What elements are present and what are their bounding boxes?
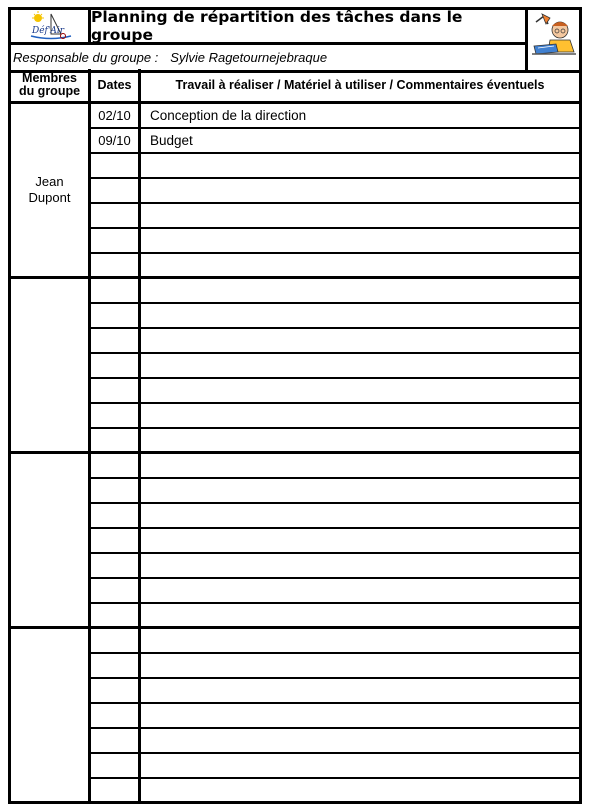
date-cell[interactable] [91, 729, 141, 752]
work-cell[interactable] [141, 529, 579, 552]
student-illustration [528, 10, 579, 70]
header [8, 7, 582, 73]
work-cell[interactable] [141, 479, 579, 502]
task-rows [91, 629, 579, 804]
member-group [11, 629, 579, 804]
date-cell[interactable] [91, 454, 141, 477]
table-row [91, 654, 579, 679]
member-name[interactable]: Jean Dupont [11, 104, 91, 276]
work-cell[interactable]: Conception de la direction [150, 108, 307, 123]
work-cell[interactable] [141, 504, 579, 527]
date-cell[interactable]: 02/10 [91, 104, 141, 127]
work-cell[interactable] [141, 354, 579, 377]
table-row [91, 429, 579, 451]
column-header-dates: Dates [91, 69, 141, 104]
work-cell[interactable] [141, 179, 579, 202]
date-cell[interactable] [91, 404, 141, 427]
work-cell[interactable] [141, 754, 579, 777]
work-cell[interactable] [141, 654, 579, 677]
work-cell[interactable] [141, 404, 579, 427]
member-group [11, 454, 579, 629]
date-cell[interactable] [91, 329, 141, 352]
work-cell[interactable] [141, 679, 579, 702]
table-row [91, 379, 579, 404]
task-rows [91, 104, 579, 276]
task-table [8, 69, 582, 804]
date-cell[interactable] [91, 504, 141, 527]
work-cell[interactable] [141, 154, 579, 177]
defair-logo-icon [11, 10, 88, 42]
logo [11, 10, 91, 45]
task-rows [91, 454, 579, 626]
table-row [91, 279, 579, 304]
table-row [91, 229, 579, 254]
column-header-members-label: Membres du groupe [18, 71, 81, 98]
date-cell[interactable] [91, 629, 141, 652]
member-group [11, 279, 579, 454]
page-title: Planning de répartition des tâches dans le groupe [91, 10, 528, 45]
member-name[interactable] [11, 629, 91, 804]
table-row [91, 529, 579, 554]
table-row [91, 754, 579, 779]
date-cell[interactable] [91, 554, 141, 577]
table-row [91, 504, 579, 529]
date-cell[interactable] [91, 579, 141, 602]
work-cell[interactable] [141, 604, 579, 626]
work-cell[interactable] [141, 304, 579, 327]
table-row [91, 104, 579, 129]
member-group [11, 104, 579, 279]
table-row [91, 579, 579, 604]
table-row [91, 604, 579, 626]
column-header-work: Travail à réaliser / Matériel à utiliser / Commentaires éventuels [141, 69, 579, 104]
date-cell[interactable] [91, 154, 141, 177]
work-cell[interactable] [141, 254, 579, 276]
member-name[interactable] [11, 279, 91, 451]
date-cell[interactable] [91, 604, 141, 626]
work-cell[interactable] [141, 729, 579, 752]
work-cell[interactable] [141, 279, 579, 302]
date-cell[interactable] [91, 379, 141, 402]
responsible-label: Responsable du groupe : [13, 50, 159, 65]
table-row [91, 454, 579, 479]
table-row [91, 629, 579, 654]
date-cell[interactable] [91, 779, 141, 801]
work-cell[interactable] [141, 454, 579, 477]
table-row [91, 129, 579, 154]
work-cell[interactable]: Budget [150, 133, 193, 148]
work-cell[interactable] [141, 704, 579, 727]
table-row [91, 479, 579, 504]
date-cell[interactable] [91, 354, 141, 377]
date-cell[interactable] [91, 229, 141, 252]
date-cell[interactable] [91, 529, 141, 552]
work-cell[interactable] [141, 579, 579, 602]
work-cell[interactable] [141, 204, 579, 227]
table-row [91, 779, 579, 801]
column-header-members [11, 69, 91, 104]
date-cell[interactable] [91, 679, 141, 702]
work-cell[interactable] [141, 779, 579, 801]
table-row [91, 554, 579, 579]
work-cell[interactable] [141, 554, 579, 577]
date-cell[interactable]: 09/10 [91, 129, 141, 152]
work-cell[interactable] [141, 229, 579, 252]
work-cell[interactable] [141, 429, 579, 451]
task-rows [91, 279, 579, 451]
table-row [91, 154, 579, 179]
date-cell[interactable] [91, 204, 141, 227]
table-row [91, 304, 579, 329]
date-cell[interactable] [91, 654, 141, 677]
table-row [91, 404, 579, 429]
table-row [91, 354, 579, 379]
table-row [91, 679, 579, 704]
work-cell[interactable] [141, 379, 579, 402]
work-cell[interactable] [141, 629, 579, 652]
table-row [91, 254, 579, 276]
date-cell[interactable] [91, 429, 141, 451]
planning-sheet [8, 7, 582, 804]
date-cell[interactable] [91, 279, 141, 302]
student-desk-icon [528, 10, 579, 70]
responsible-row [11, 45, 528, 70]
date-cell[interactable] [91, 479, 141, 502]
table-row [91, 179, 579, 204]
member-name[interactable] [11, 454, 91, 626]
responsible-name: Sylvie Ragetournejebraque [170, 50, 328, 65]
date-cell[interactable] [91, 304, 141, 327]
work-cell[interactable] [141, 329, 579, 352]
date-cell[interactable] [91, 254, 141, 276]
date-cell[interactable] [91, 704, 141, 727]
date-cell[interactable] [91, 754, 141, 777]
date-cell[interactable] [91, 179, 141, 202]
table-row [91, 729, 579, 754]
table-row [91, 704, 579, 729]
table-row [91, 329, 579, 354]
logo-text: Déf'Air [32, 26, 65, 36]
table-row [91, 204, 579, 229]
